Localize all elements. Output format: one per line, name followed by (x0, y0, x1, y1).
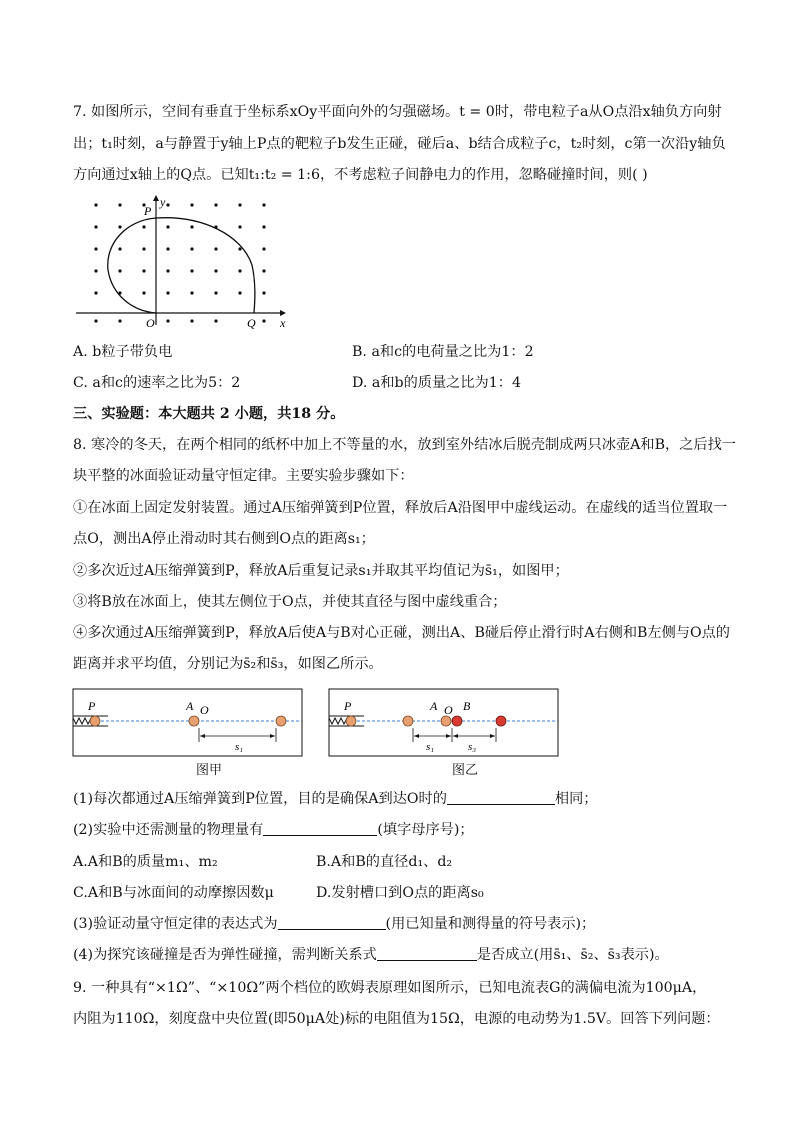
label-x: x (280, 316, 286, 330)
q7-option-a[interactable]: A. b粒子带负电 (73, 344, 173, 360)
q7-option-c[interactable]: C. a和c的速率之比为5：2 (73, 375, 241, 391)
field-dot (94, 225, 97, 228)
fig-yi-label-b: B (463, 699, 471, 713)
label-y: y (160, 195, 166, 209)
figure-jia-caption: 图甲 (196, 763, 223, 778)
field-dot (238, 225, 241, 228)
field-dot (142, 269, 145, 272)
section-3-heading: 三、实验题：本大题共 2 小题，共18 分。 (73, 406, 345, 422)
q8-sub-2-suffix: (填字母序号)； (377, 822, 474, 838)
field-dot (118, 225, 121, 228)
q8-step-4a: ④多次通过A压缩弹簧到P，释放A后使A与B对心正碰，测出A、B碰后停止滑行时A右侧和B左侧与O点的 (73, 625, 730, 641)
field-dot (118, 247, 121, 250)
label-p: P (144, 204, 152, 218)
answer-blank-3[interactable] (278, 915, 386, 930)
q8-step-3: ③将B放在冰面上，使其左侧位于O点，并使其直径与图中虚线重合； (73, 594, 507, 610)
field-dot (214, 203, 217, 206)
field-dot (190, 225, 193, 228)
q8-sub-1 (73, 790, 597, 808)
answer-blank-1[interactable] (447, 790, 555, 805)
field-dot (262, 319, 265, 322)
q8-line-2: 块平整的冰面验证动量守恒定律。主要实验步骤如下： (73, 468, 414, 484)
field-dot (214, 269, 217, 272)
q8-sub-3-suffix: (用已知量和测得量的符号表示)； (385, 916, 596, 932)
field-dots (94, 203, 265, 322)
ball-b-stop (496, 716, 506, 726)
q7-line-3: 方向通过x轴上的Q点。已知t₁:t₂ = 1:6，不考虑粒子间静电力的作用，忽略碰撞时间，则( ) (73, 167, 648, 183)
field-dot (262, 247, 265, 250)
q8-choice-d: D.发射槽口到O点的距离s₀ (316, 885, 484, 901)
spring-icon (73, 718, 91, 724)
s1-arrow-right (270, 734, 275, 738)
q8-sub-4 (73, 946, 669, 964)
q8-sub-1-suffix: 相同； (554, 791, 598, 807)
field-dot (238, 269, 241, 272)
fig-jia-label-a: A (186, 699, 194, 713)
arrow-head (446, 734, 451, 738)
field-dot (190, 269, 193, 272)
field-dot (118, 319, 121, 322)
field-dot (118, 269, 121, 272)
q8-sub-1-prefix: (1)每次都通过A压缩弹簧到P位置，目的是确保A到达O时的 (73, 791, 447, 807)
field-dot (214, 291, 217, 294)
q8-sub-3-prefix: (3)验证动量守恒定律的表达式为 (73, 916, 278, 932)
field-dot (190, 291, 193, 294)
s1-arrow-left (200, 734, 205, 738)
field-dot (214, 319, 217, 322)
fig-yi-label-s3: s₃ (468, 741, 477, 753)
field-dot (190, 203, 193, 206)
q7-line-1: 7. 如图所示，空间有垂直于坐标系xOy平面向外的匀强磁场。t = 0时，带电粒子a从O点沿x轴负方向射 (73, 104, 722, 120)
field-dot (190, 319, 193, 322)
ball-a-origin (189, 716, 199, 726)
field-dot (118, 203, 121, 206)
label-q: Q (247, 316, 256, 330)
fig-yi-label-s1: s₁ (426, 741, 435, 753)
ball-b-origin (452, 716, 462, 726)
field-dot (142, 225, 145, 228)
field-dot (166, 269, 169, 272)
ball-a-stop (403, 716, 413, 726)
fig-yi-label-p: P (344, 699, 352, 713)
q8-line-1: 8. 寒冷的冬天，在两个相同的纸杯中加上不等量的水，放到室外结冰后脱壳制成两只冰壶A和B，之后找一 (73, 437, 736, 453)
q7-magnetic-field-figure (72, 195, 297, 335)
ball-a-start (90, 716, 100, 726)
arrow-head (490, 734, 495, 738)
field-dot (142, 247, 145, 250)
fig-jia-label-p: P (88, 699, 96, 713)
q8-step-1a: ①在冰面上固定发射装置。通过A压缩弹簧到P位置，释放后A沿图甲中虚线运动。在虚线的适当位置取一 (73, 500, 728, 516)
figure-yi (328, 688, 560, 758)
q8-step-1b: 点O，测出A停止滑动时其右侧到O点的距离s₁； (73, 531, 375, 547)
answer-blank-2[interactable] (263, 821, 377, 836)
field-dot (262, 269, 265, 272)
fig-yi-label-a: A (430, 699, 438, 713)
field-dot (166, 225, 169, 228)
field-dot (166, 247, 169, 250)
field-dot (262, 225, 265, 228)
q8-step-2: ②多次近过A压缩弹簧到P，释放A后重复记录s₁并取其平均值记为s̄₁，如图甲； (73, 563, 569, 579)
q9-line-1: 9. 一种具有“×1Ω”、“×10Ω”两个档位的欧姆表原理如图所示，已知电流表G的满偏电流为100μA， (73, 980, 707, 996)
field-dot (94, 203, 97, 206)
field-dot (238, 247, 241, 250)
q9-line-2: 内阻为110Ω，刻度盘中央位置(即50μA处)标的电阻值为15Ω，电源的电动势为1.5V。回答下列问题： (73, 1011, 720, 1027)
q8-choice-a: A.A和B的质量m₁、m₂ (73, 854, 218, 870)
answer-blank-4[interactable] (377, 946, 477, 961)
arrow-head (414, 734, 419, 738)
y-axis-arrow (153, 195, 159, 201)
particle-trajectory (108, 218, 255, 313)
fig-jia-label-s1: s₁ (235, 741, 244, 753)
arrow-head (453, 734, 458, 738)
figure-yi-caption: 图乙 (452, 763, 479, 778)
field-dot (166, 319, 169, 322)
figure-jia (72, 688, 304, 758)
spring-icon (329, 718, 347, 724)
field-dot (94, 319, 97, 322)
field-dot (94, 247, 97, 250)
field-dot (166, 203, 169, 206)
fig-yi-label-o: O (444, 703, 453, 717)
q8-sub-4-suffix: 是否成立(用s̄₁、s̄₂、s̄₃表示)。 (476, 947, 669, 963)
field-dot (262, 203, 265, 206)
field-dot (142, 291, 145, 294)
field-dot (238, 203, 241, 206)
q7-option-b[interactable]: B. a和c的电荷量之比为1：2 (352, 344, 534, 360)
field-dot (238, 291, 241, 294)
field-dot (262, 291, 265, 294)
q8-sub-4-prefix: (4)为探究该碰撞是否为弹性碰撞，需判断关系式 (73, 947, 377, 963)
q7-option-d[interactable]: D. a和b的质量之比为1：4 (352, 375, 521, 391)
q8-choice-b: B.A和B的直径d₁、d₂ (316, 854, 453, 870)
ball-a-origin (441, 716, 451, 726)
field-dot (214, 247, 217, 250)
q8-choice-c: C.A和B与冰面间的动摩擦因数μ (73, 885, 274, 901)
field-dot (94, 291, 97, 294)
field-dot (94, 269, 97, 272)
q8-step-4b: 距离并求平均值，分别记为s̄₂和s̄₃，如图乙所示。 (73, 656, 383, 672)
ball-a-start (346, 716, 356, 726)
field-dot (190, 247, 193, 250)
q7-line-2: 出；t₁时刻，a与静置于y轴上P点的靶粒子b发生正碰，碰后a、b结合成粒子c，t₂时刻，c第一次沿y轴负 (73, 136, 726, 152)
field-dot (166, 291, 169, 294)
q8-sub-2-prefix: (2)实验中还需测量的物理量有 (73, 822, 264, 838)
q8-sub-3 (73, 915, 595, 933)
fig-jia-label-o: O (200, 703, 209, 717)
label-o: O (146, 316, 155, 330)
q8-sub-2 (73, 821, 474, 839)
ball-a-stop (276, 716, 286, 726)
